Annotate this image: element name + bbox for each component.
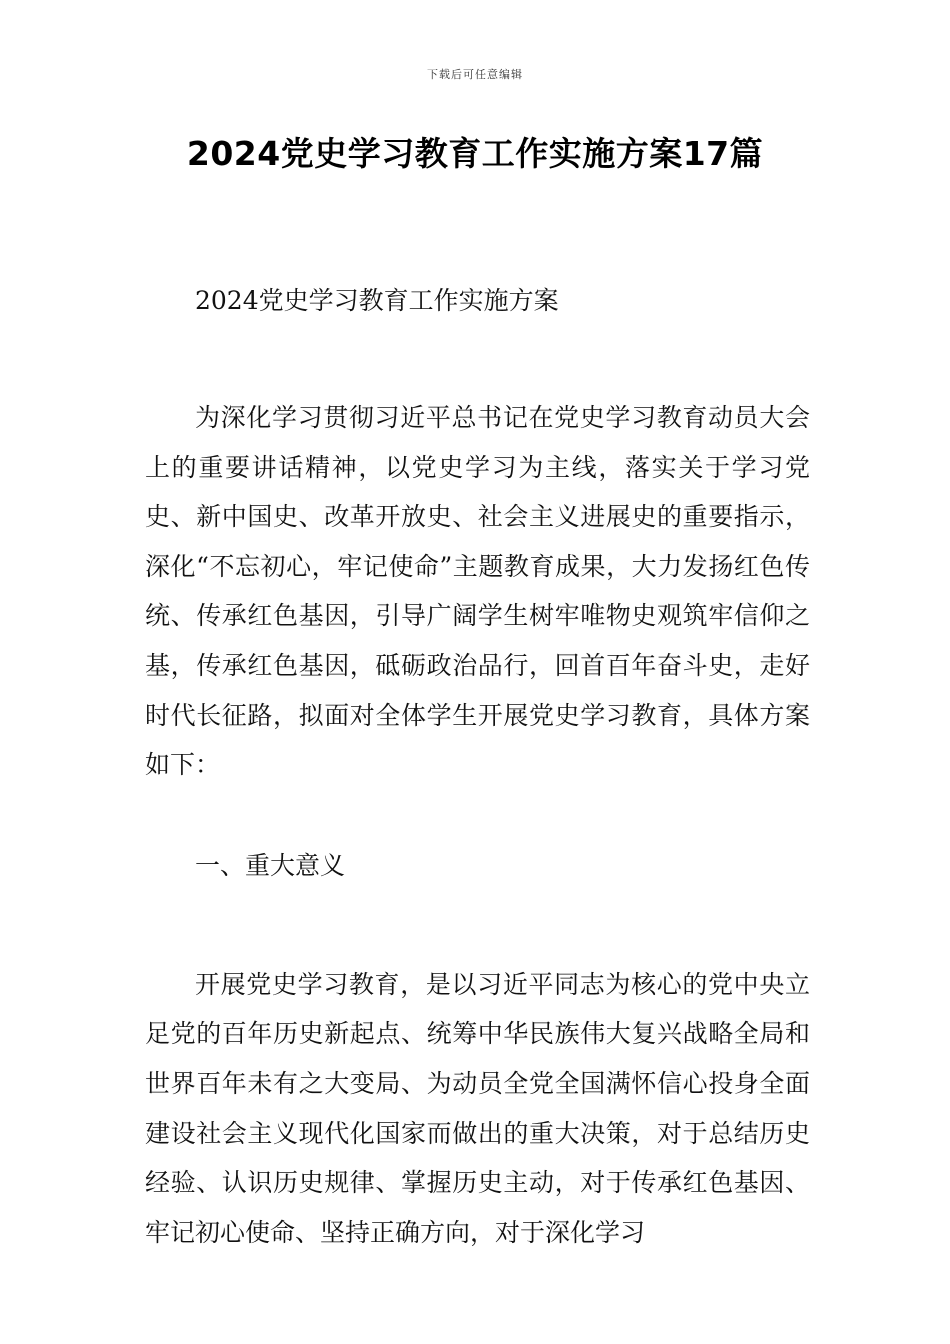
header-note: 下载后可任意编辑 bbox=[427, 68, 523, 81]
document-subtitle: 2024党史学习教育工作实施方案 bbox=[195, 286, 559, 315]
spacer bbox=[145, 886, 810, 960]
document-body bbox=[145, 280, 810, 1257]
paragraph-significance: 开展党史学习教育，是以习近平同志为核心的党中央立足党的百年历史新起点、统筹中华民族伟大复兴战略全局和世界百年未有之大变局、为动员全党全国满怀信心投身全面建设社会主义现代化国家而做出的重大决策，对于总结历史经验、认识历史规律、掌握历史主动，对于传承红色基因、牢记初心使命、坚持正确方向，对于深化学习 bbox=[145, 969, 810, 1247]
spacer bbox=[145, 790, 810, 845]
paragraph-intro: 为深化学习贯彻习近平总书记在党史学习教育动员大会上的重要讲话精神，以党史学习为主线，落实关于学习党史、新中国史、改革开放史、社会主义进展史的重要指示，深化“不忘初心，牢记使命”主题教育成果，大力发扬红色传统、传承红色基因，引导广阔学生树牢唯物史观筑牢信仰之基，传承红色基因，砥砺政治品行，回首百年奋斗史，走好时代长征路，拟面对全体学生开展党史学习教育，具体方案如下： bbox=[145, 403, 810, 780]
section-heading: 一、重大意义 bbox=[195, 850, 346, 880]
document-title: 2024党史学习教育工作实施方案17篇 bbox=[186, 134, 764, 173]
spacer bbox=[145, 321, 810, 393]
